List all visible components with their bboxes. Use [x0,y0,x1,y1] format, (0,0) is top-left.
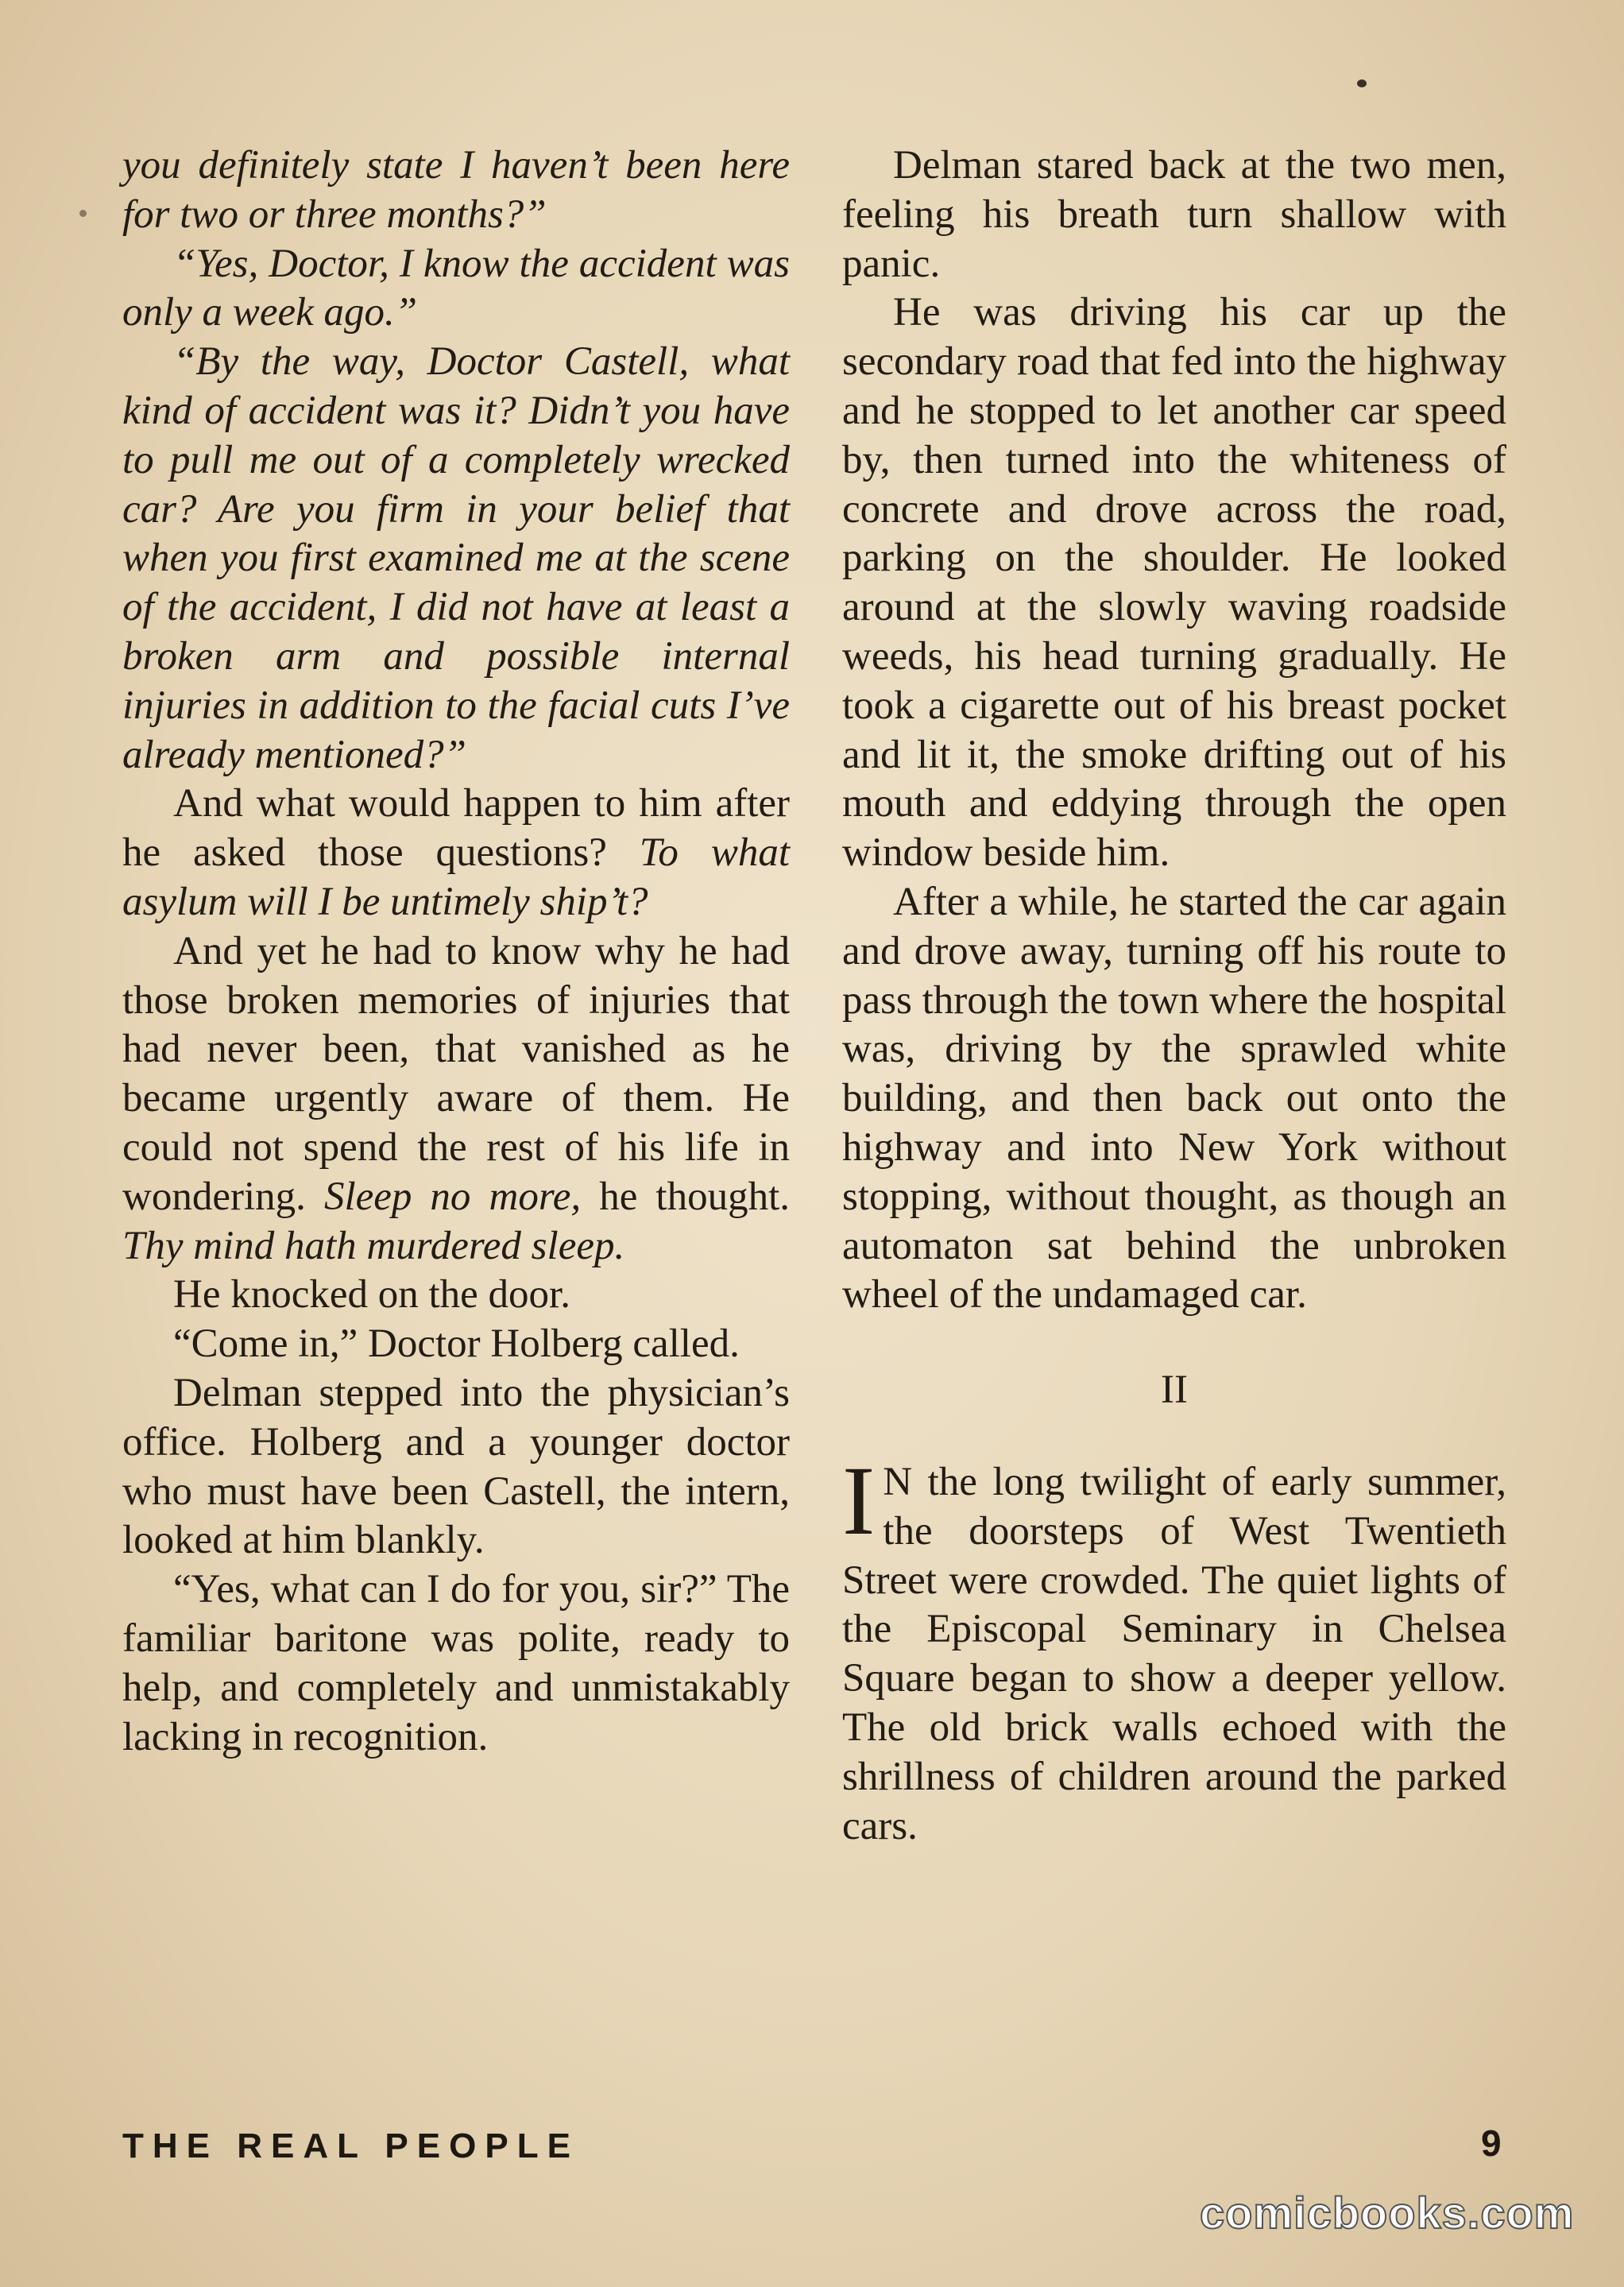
drop-cap: I [842,1445,876,1555]
paragraph [842,1445,1506,1851]
watermark: comicbooks.com [1200,2188,1575,2238]
text-run: And yet he had to know why he had those broken memories of injuries that had never been, that vanished as he became urgently aware of them. He could not spend the rest of his life in wondering. [122,928,790,1219]
text-run: And what would happen to him after he asked those questions? [122,781,790,876]
paragraph: He knocked on the door. [173,1272,570,1318]
italic-text-run: Thy mind hath murdered sleep. [122,1223,625,1268]
paragraph: “By the way, Doctor Castell, what kind of accident was it? Didn’t you have to pull me out of a completely wrecked car? Are you firm in your belief that when you first examined me at the scene of the accident, I did not have at least a broken arm and possible internal injuries in addition to the facial cuts I’ve already mentioned?” [122,339,790,777]
ink-speck [1357,79,1367,87]
running-footer-title: THE REAL PEOPLE [122,2126,579,2165]
italic-text-run: To what asylum will I be untimely ship’t? [122,830,790,924]
paragraph: “Yes, what can I do for you, sir?” The familiar baritone was polite, ready to help, and completely and unmistakably lacking in recognition. [122,1567,790,1759]
paragraph: you definitely state I haven’t been here for two or three months?” [122,143,790,237]
italic-text-run: Sleep no more, [323,1174,582,1219]
ink-speck [79,210,87,217]
paragraph: Delman stared back at the two men, feeling his breath turn shallow with panic. [842,143,1506,286]
paragraph: “Come in,” Doctor Holberg called. [173,1322,740,1367]
paragraph: He was driving his car up the secondary road that fed into the highway and he stopped to let another car speed by, then turned into the whiteness of concrete and drove across the road, parking on the shoulder. He looked around at the slowly waving roadside weeds, his head turning gradually. He took a cigarette out of his breast pocket and lit it, the smoke drifting out of his mouth and eddying through the open window beside him. [842,290,1506,876]
text-run: N the long twilight of early summer, the doorsteps of West Twentieth Street were crowded. The quiet lights of the Episcopal Seminary in Chelsea Square began to show a deeper yellow. The old brick walls echoed with the shrillness of children around the parked cars. [842,1459,1506,1848]
text-run: he thought. [581,1174,791,1219]
right-column [842,141,1506,1851]
left-column [122,141,790,1762]
page-number: 9 [1481,2123,1502,2164]
paragraph [122,780,790,927]
section-heading: II [1161,1368,1188,1413]
paragraph: After a while, he started the car again and drove away, turning off his route to pass through the town where the hospital was, driving by the sprawled white building, and then back out onto the highway and into New York without stopping, without thought, as though an automaton sat behind the unbroken wheel of the undamaged car. [842,879,1506,1318]
paragraph [122,927,790,1271]
paragraph: “Yes, Doctor, I know the accident was only a week ago.” [122,241,790,335]
paragraph: Delman stepped into the physician’s office. Holberg and a younger doctor who must have been Castell, the intern, looked at him blankly. [122,1370,790,1563]
